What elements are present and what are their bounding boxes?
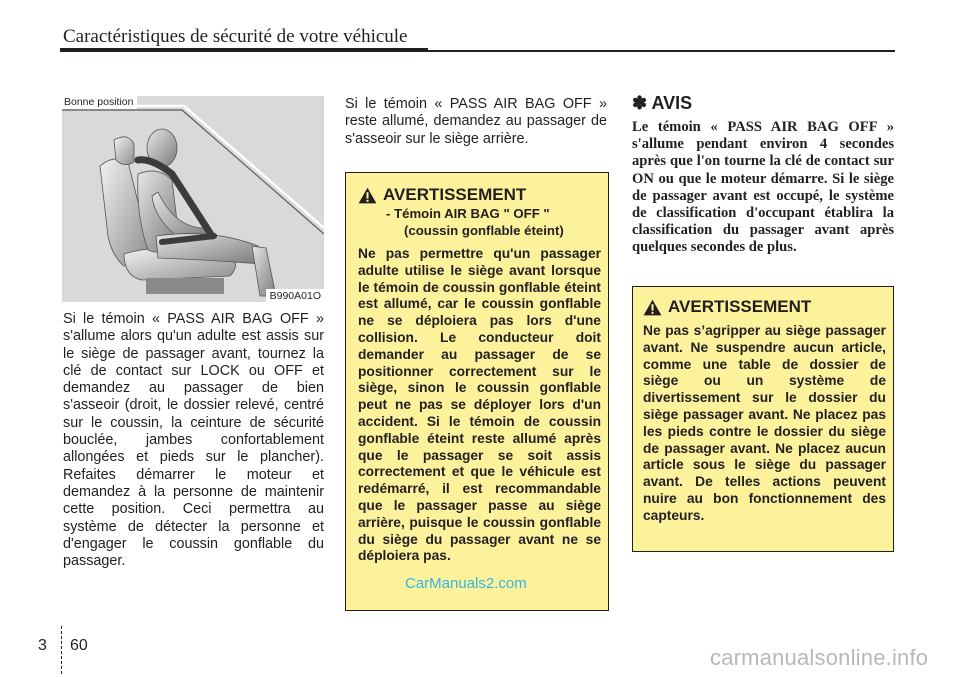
warning-title: AVERTISSEMENT [383,185,527,204]
warning-subtitle-line1: - Témoin AIR BAG " OFF " [386,206,550,221]
figure-code: B990A01O [266,289,324,302]
warning-triangle-icon [358,187,377,204]
warning-subtitle [358,206,601,239]
seating-position-figure [62,96,324,302]
avis-paragraph: Le témoin « PASS AIR BAG OFF » s'allume pendant environ 4 secondes après que l'on tourne la clé de contact sur ON ou que le moteur démarre. Si le siège de passager avant est occupé, le système de classification d'occupant établira la classification du passager avant après quelques secondes de plus. [632,119,894,256]
warning-subtitle-line2: (coussin gonflable éteint) [404,222,564,238]
warning-box-seat-sensor [632,286,894,552]
avis-heading [632,93,692,114]
figure-label: Bonne position [62,96,137,109]
page-header-title: Caractéristiques de sécurité de votre véhicule [63,26,408,47]
warning-header [643,297,885,317]
warning-triangle-icon [643,299,662,316]
watermark-link[interactable]: CarManuals2.com [405,575,527,592]
chapter-number: 3 [38,637,47,654]
warning-header [358,185,601,205]
passenger-seated-illustration [62,96,324,302]
warning-box-airbag-off [345,172,609,611]
warning-title: AVERTISSEMENT [668,297,812,316]
avis-symbol-icon: ✽ [632,93,648,113]
column1-paragraph: Si le témoin « PASS AIR BAG OFF » s'allume alors qu'un adulte est assis sur le siège de passager avant, tournez la clé de contact sur LOCK ou OFF et demandez au passager de bien s'asseoir (droit, le dossier relevé, centré sur le coussin, la ceinture de sécurité bouclée, jambes confortablement allongées et pieds sur le plancher). Refaites démarrer le moteur et demandez à la personne de maintenir cette position. Ceci permettra au système de détecter la personne et d'engager le coussin gonflable du passager. [63,311,324,570]
column2-paragraph: Si le témoin « PASS AIR BAG OFF » reste allumé, demandez au passager de s'asseoir sur le siège arrière. [345,96,607,147]
page-number: 60 [70,637,88,654]
header-rule-thick [60,48,428,52]
footer-site-link[interactable]: carmanualsonline.info [710,645,929,670]
page-number-divider [61,626,62,674]
warning-body: Ne pas permettre qu'un passager adulte utilise le siège avant lorsque le témoin de coussin gonflable éteint est allumé, car le coussin gonflable ne se déploiera pas lors d'une collision. Le conducteur doit demander au passager de se positionner correctement sur le siège, sinon le coussin gonflable peut ne pas se déployer lors d'un accident. Si le témoin de coussin gonflable éteint reste allumé après que le passager se soit assis correctement et que le véhicule est redémarré, il est recommandable que le passager passe au siège arrière, puisque le coussin gonflable du siège du passager avant ne se déploiera pas. [358,246,601,564]
avis-title: AVIS [651,93,693,113]
warning-body: Ne pas s’agripper au siège passager avant. Ne suspendre aucun article, comme une table de dossier de siège ou un système de divertissement sur le dossier du siège passager avant. Ne placez pas les pieds contre le dossier du siège de passager avant. Ne placez aucun article sous le siège du passager avant. De telles actions peuvent nuire au bon fonctionnement des capteurs. [643,323,886,523]
header-rule-thin [428,50,895,52]
